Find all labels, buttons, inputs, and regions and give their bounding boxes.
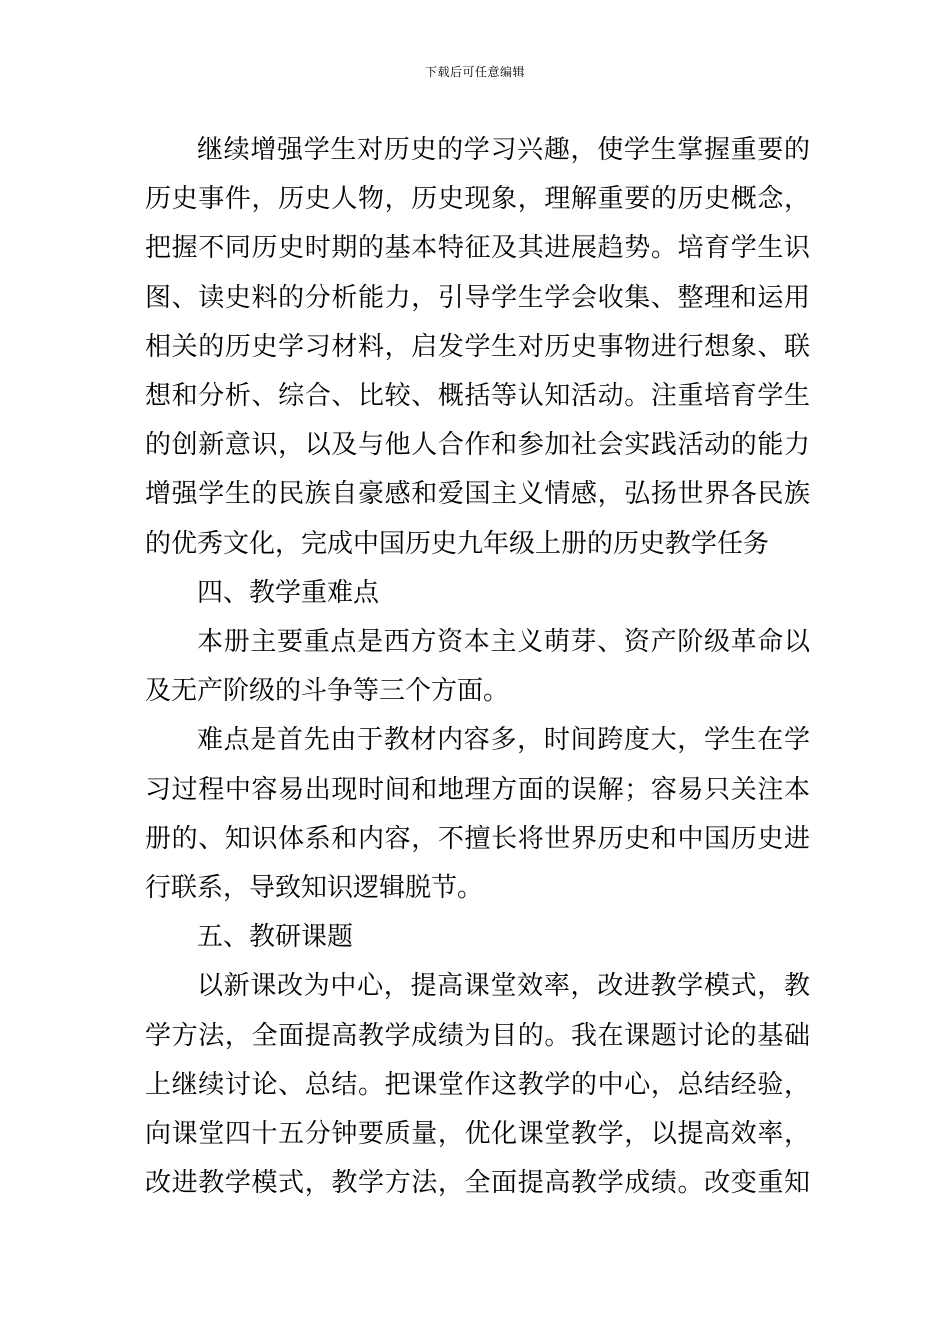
document-body xyxy=(145,126,810,1208)
paragraph-objectives: 继续增强学生对历史的学习兴趣，使学生掌握重要的历史事件，历史人物，历史现象，理解重要的历史概念，把握不同历史时期的基本特征及其进展趋势。培育学生识图、读史料的分析能力，引导学生学会收集、整理和运用相关的历史学习材料，启发学生对历史事物进行想象、联想和分析、综合、比较、概括等认知活动。注重培育学生的创新意识，以及与他人合作和参加社会实践活动的能力增强学生的民族自豪感和爱国主义情感，弘扬世界各民族的优秀文化，完成中国历史九年级上册的历史教学任务 xyxy=(145,135,810,559)
paragraph-key-points: 本册主要重点是西方资本主义萌芽、资产阶级革命以及无产阶级的斗争等三个方面。 xyxy=(145,627,810,707)
section-heading-research-topic: 五、教研课题 xyxy=(197,922,354,953)
paragraph-difficult-points: 难点是首先由于教材内容多，时间跨度大，学生在学习过程中容易出现时间和地理方面的误解；容易只关注本册的、知识体系和内容，不擅长将世界历史和中国历史进行联系，导致知识逻辑脱节。 xyxy=(145,725,810,904)
paragraph-research-topic: 以新课改为中心，提高课堂效率，改进教学模式，教学方法，全面提高教学成绩为目的。我在课题讨论的基础上继续讨论、总结。把课堂作这教学的中心，总结经验，向课堂四十五分钟要质量，优化课堂教学，以提高效率，改进教学模式，教学方法，全面提高教学成绩。改变重知 xyxy=(145,971,810,1199)
section-heading-key-difficult-points: 四、教学重难点 xyxy=(197,577,380,608)
header-note: 下载后可任意编辑 xyxy=(424,65,525,79)
